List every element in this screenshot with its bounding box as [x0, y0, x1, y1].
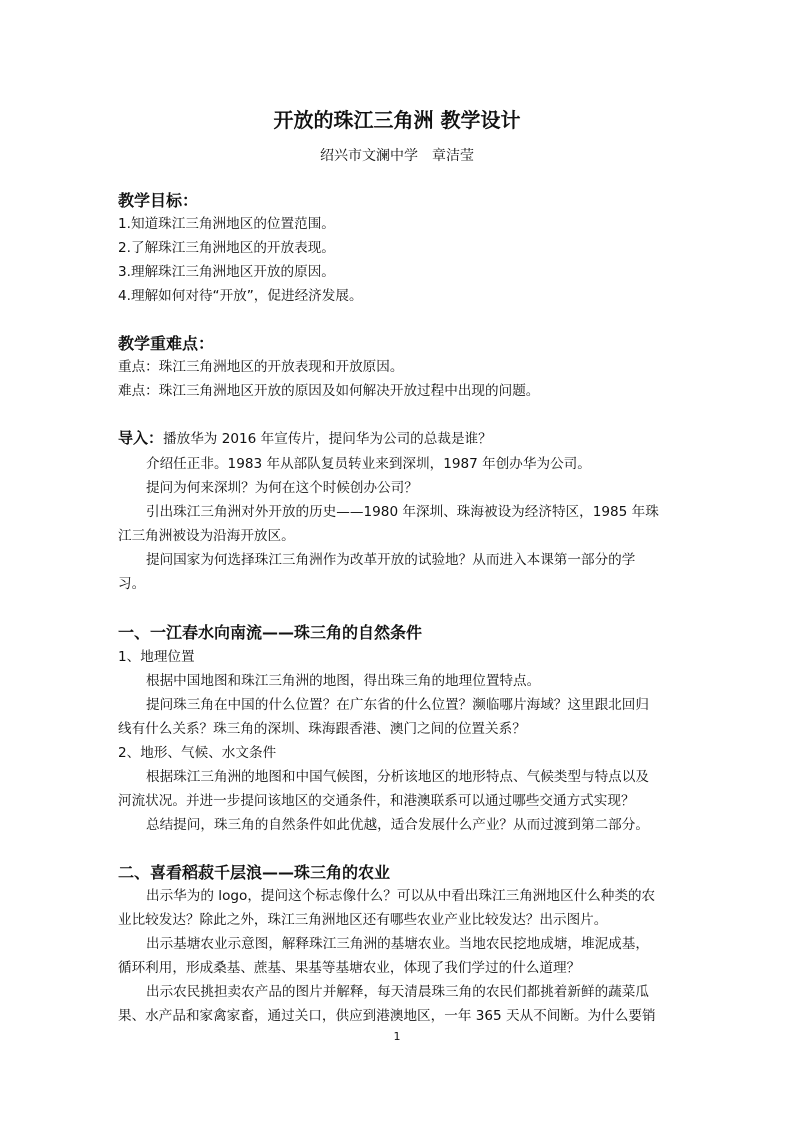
intro-first-line	[118, 428, 678, 449]
page-number: 1	[393, 1030, 401, 1043]
goal-item: 3.理解珠江三角洲地区开放的原因。	[118, 264, 335, 280]
document-author: 绍兴市文澜中学 章洁莹	[320, 148, 474, 164]
section2-line: 出示华为的 logo，提问这个标志像什么？可以从中看出珠江三角洲地区什么种类的农	[146, 888, 656, 904]
goals-heading: 教学目标：	[118, 191, 199, 210]
section1-line: 线有什么关系？珠三角的深圳、珠海跟香港、澳门之间的位置关系？	[118, 721, 526, 737]
keypoint-item: 重点：珠江三角洲地区的开放表现和开放原因。	[118, 359, 404, 375]
section1-line: 河流状况。并进一步提问该地区的交通条件，和港澳联系可以通过哪些交通方式实现？	[118, 793, 635, 809]
intro-line: 江三角洲被设为沿海开放区。	[118, 528, 295, 544]
section1-subheading: 1、地理位置	[118, 649, 195, 665]
intro-label: 导入：	[118, 429, 164, 447]
document-title: 开放的珠江三角洲 教学设计	[273, 108, 521, 132]
section2-line: 循环利用，形成桑基、蔗基、果基等基塘农业，体现了我们学过的什么道理？	[118, 960, 581, 976]
intro-line: 提问为何来深圳？为何在这个时候创办公司？	[146, 480, 418, 496]
intro-first-text: 播放华为 2016 年宣传片，提问华为公司的总裁是谁？	[163, 431, 492, 447]
section1-line: 提问珠三角在中国的什么位置？在广东省的什么位置？濒临哪片海域？这里跟北回归	[146, 697, 649, 713]
keypoints-heading: 教学重难点：	[118, 334, 215, 353]
goal-item: 4.理解如何对待“开放”，促进经济发展。	[118, 288, 363, 304]
goal-item: 1.知道珠江三角洲地区的位置范围。	[118, 216, 335, 232]
section2-line: 出示基塘农业示意图，解释珠江三角洲的基塘农业。当地农民挖地成塘，堆泥成基，	[146, 936, 649, 952]
intro-line: 提问国家为何选择珠江三角洲作为改革开放的试验地？从而进入本课第一部分的学	[146, 552, 636, 568]
keypoint-item: 难点：珠江三角洲地区开放的原因及如何解决开放过程中出现的问题。	[118, 383, 540, 399]
goal-item: 2.了解珠江三角洲地区的开放表现。	[118, 240, 335, 256]
section2-heading: 二、喜看稻菽千层浪——珠三角的农业	[118, 863, 391, 882]
section2-line: 果、水产品和家禽家畜，通过关口，供应到港澳地区，一年 365 天从不间断。为什么要销	[118, 1008, 656, 1024]
section1-heading: 一、一江春水向南流——珠三角的自然条件	[118, 623, 423, 642]
intro-line: 习。	[118, 576, 146, 592]
section1-line: 总结提问，珠三角的自然条件如此优越，适合发展什么产业？从而过渡到第二部分。	[146, 817, 649, 833]
section1-line: 根据珠江三角洲的地图和中国气候图，分析该地区的地形特点、气候类型与特点以及	[146, 769, 649, 785]
section2-line: 出示农民挑担卖农产品的图片并解释，每天清晨珠三角的农民们都挑着新鲜的蔬菜瓜	[146, 984, 649, 1000]
intro-line: 引出珠江三角洲对外开放的历史——1980 年深圳、珠海被设为经济特区，1985 年珠	[146, 504, 659, 520]
section1-line: 根据中国地图和珠江三角洲的地图，得出珠三角的地理位置特点。	[146, 673, 541, 689]
section2-line: 业比较发达？除此之外，珠江三角洲地区还有哪些农业产业比较发达？出示图片。	[118, 912, 608, 928]
section1-subheading: 2、地形、气候、水文条件	[118, 745, 277, 761]
intro-line: 介绍任正非。1983 年从部队复员转业来到深圳，1987 年创办华为公司。	[146, 456, 591, 472]
